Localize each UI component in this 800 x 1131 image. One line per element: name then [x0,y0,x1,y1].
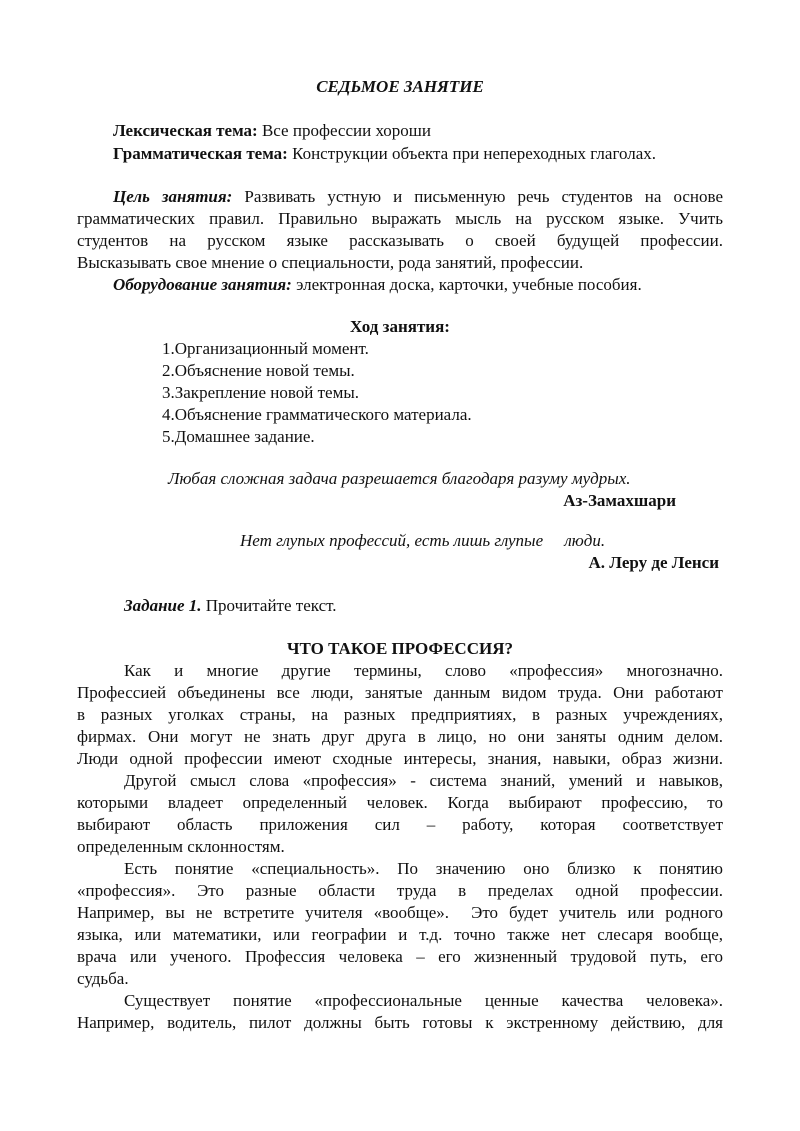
article-line: Профессией объединены все люди, занятые данным видом труда. Они работают [77,683,723,702]
goal-line-3: студентов на русском языке рассказывать о своей будущей профессии. [77,231,723,250]
task-text: Прочитайте текст. [201,596,337,615]
plan-item: 4.Объяснение грамматического материала. [162,405,472,424]
article-line: определенным склонностям. [77,837,285,856]
article-line: языка, или математики, или географии и т.д. точно также нет слесаря вообще, [77,925,723,944]
article-heading: ЧТО ТАКОЕ ПРОФЕССИЯ? [287,639,513,658]
plan-item: 5.Домашнее задание. [162,427,315,446]
epigraph-author-2: А. Леру де Ленси [588,553,719,572]
task-label: Задание 1. [124,596,202,615]
article-line: Существует понятие «профессиональные ценные качества человека». [124,991,723,1010]
equipment-label: Оборудование занятия: [113,275,292,294]
article-line: которыми владеет определенный человек. Когда выбирают профессию, то [77,793,723,812]
plan-heading: Ход занятия: [350,317,450,336]
grammar-topic-label: Грамматическая тема: [113,144,288,163]
epigraph-author-1: Аз-Замахшари [563,491,676,510]
article-line: выбирают область приложения сил – работу, которая соответствует [77,815,723,834]
article-line: врача или ученого. Профессия человека – его жизненный трудовой путь, его [77,947,723,966]
grammar-topic [113,143,656,165]
goal-line-4: Высказывать свое мнение о специальности, рода занятий, профессии. [77,253,584,272]
epigraph-quote-2: Нет глупых профессий, есть лишь глупые люди. [240,531,606,550]
article-line: фирмах. Они могут не знать друг друга в лицо, но они заняты одним делом. [77,727,723,746]
article-line: Есть понятие «специальность». По значению оно близко к понятию [124,859,723,878]
goal-line-2: грамматических правил. Правильно выражать мысль на русском языке. Учить [77,209,723,228]
goal-line-1 [113,186,723,208]
lexical-topic-label: Лексическая тема: [113,121,258,140]
plan-item: 3.Закрепление новой темы. [162,383,359,402]
grammar-topic-value: Конструкции объекта при непереходных глаголах. [287,144,657,163]
article-line: Например, водитель, пилот должны быть готовы к экстренному действию, для [77,1013,723,1032]
article-line: Например, вы не встретите учителя «вообще». Это будет учитель или родного [77,903,723,922]
goal-text-1: Развивать устную и письменную речь студентов на основе [232,187,723,206]
article-line: судьба. [77,969,129,988]
article-line: «профессия». Это разные области труда в пределах одной профессии. [77,881,723,900]
plan-item: 2.Объяснение новой темы. [162,361,355,380]
epigraph-quote-1: Любая сложная задача разрешается благодаря разуму мудрых. [168,469,631,488]
lexical-topic [113,120,431,142]
plan-item: 1.Организационный момент. [162,339,369,358]
article-line: Другой смысл слова «профессия» - система знаний, умений и навыков, [124,771,723,790]
article-line: Люди одной профессии имеют сходные интересы, знания, навыки, образ жизни. [77,749,723,768]
article-line: в разных уголках страны, на разных предприятиях, в разных учреждениях, [77,705,723,724]
goal-label: Цель занятия: [113,187,233,206]
equipment [113,274,642,296]
lesson-title: СЕДЬМОЕ ЗАНЯТИЕ [316,77,484,96]
equipment-value: электронная доска, карточки, учебные пособия. [291,275,642,294]
lexical-topic-value: Все профессии хороши [257,121,431,140]
task-1 [124,595,337,617]
article-line: Как и многие другие термины, слово «профессия» многозначно. [124,661,723,680]
